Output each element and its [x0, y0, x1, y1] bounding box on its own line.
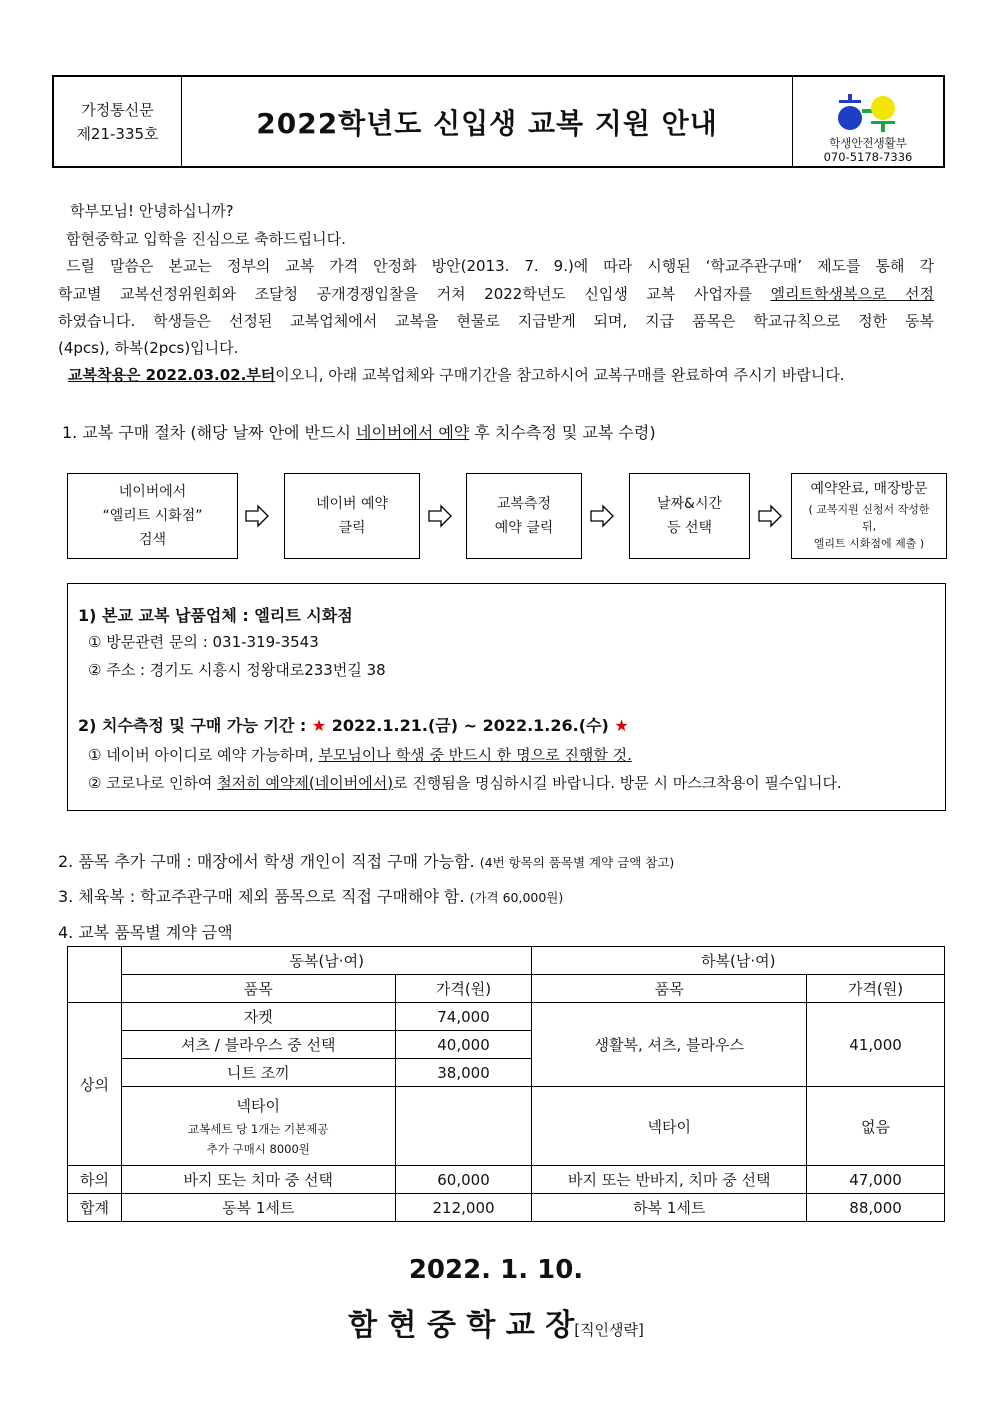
section-2-note: (4번 항목의 품목별 계약 금액 참고) — [479, 855, 675, 870]
step-measure-reserve — [466, 473, 582, 559]
principal-signature — [0, 1300, 992, 1344]
winter-tie: 넥타이 — [236, 1097, 280, 1115]
arrow-right-icon — [427, 503, 453, 529]
notice-number: 제21-335호 — [76, 124, 159, 143]
section-3 — [58, 884, 563, 907]
period-note-2-text-a: ② 코로나로 인하여 — [88, 774, 218, 792]
total-category: 합계 — [68, 1194, 122, 1222]
winter-price-header: 가격(원) — [395, 975, 532, 1003]
uniform-start-date: 교복착용은 2022.03.02.부터 — [68, 366, 276, 384]
winter-shirt: 셔츠 / 블라우스 중 선택 — [121, 1031, 395, 1059]
table-corner — [68, 947, 122, 1003]
school-logo-block — [792, 77, 943, 166]
section-1-naver-highlight: 네이버에서 예약 — [356, 423, 470, 442]
table-row — [68, 1166, 945, 1194]
intro-line-2-text: 학교별 교복선정위원회와 조달청 공개경쟁입찰을 거쳐 2022학년도 신입생 교복 사업자를 — [58, 285, 771, 303]
table-row — [68, 1087, 945, 1166]
department-phone: 070-5178-7336 — [823, 150, 913, 164]
document-header — [52, 75, 945, 168]
step-measure-reserve-l1: 교복측정 — [496, 496, 552, 512]
step-search-l3: 검색 — [138, 532, 167, 548]
step-complete-visit-l3: 뒤, — [861, 519, 877, 533]
table-row — [68, 975, 945, 1003]
department-name: 학생안전생활부 — [829, 136, 907, 150]
vendor-title: 1) 본교 교복 납품업체 : 엘리트 시화점 — [78, 606, 353, 625]
winter-header: 동복(남·여) — [121, 947, 532, 975]
purchase-period — [78, 713, 629, 736]
uniform-start-rest: 이오니, 아래 교복업체와 구매기간을 참고하시어 교복구매를 완료하여 주시기 바랍니다. — [275, 366, 845, 384]
vendor-selection-highlight: 엘리트학생복으로 선정 — [770, 285, 934, 303]
summer-total-price: 88,000 — [807, 1194, 945, 1222]
section-1-text-a: 1. 교복 구매 절차 (해당 날짜 안에 반드시 — [62, 423, 357, 442]
winter-bottom-price: 60,000 — [395, 1166, 532, 1194]
winter-knit: 니트 조끼 — [121, 1059, 395, 1087]
purchase-period-dates: 2022.1.21.(금) ~ 2022.1.26.(수) — [326, 716, 615, 735]
period-note-2 — [88, 772, 842, 793]
arrow-right-icon — [757, 503, 783, 529]
summer-item-header: 품목 — [532, 975, 807, 1003]
period-note-1 — [88, 744, 632, 765]
school-logo-icon — [836, 92, 900, 134]
intro-line-3: 하였습니다. 학생들은 선정된 교복업체에서 교복을 현물로 지급받게 되며, 지급 품목은 학교규칙으로 정한 동복 — [58, 312, 934, 330]
section-3-note: (가격 60,000원) — [469, 890, 564, 905]
winter-item-header: 품목 — [121, 975, 395, 1003]
summer-bottom-price: 47,000 — [807, 1166, 945, 1194]
winter-shirt-price: 40,000 — [395, 1031, 532, 1059]
step-search — [67, 473, 238, 559]
page-title: 2022학년도 신입생 교복 지원 안내 — [256, 106, 718, 140]
winter-knit-price: 38,000 — [395, 1059, 532, 1087]
notice-type: 가정통신문 — [81, 100, 154, 119]
winter-tie-cell — [121, 1087, 395, 1166]
vendor-address: ② 주소 : 경기도 시흥시 정왕대로233번길 38 — [88, 661, 386, 679]
period-note-1-text: ① 네이버 아이디로 예약 가능하며, — [88, 746, 319, 764]
summer-bottom: 바지 또는 반바지, 치마 중 선택 — [532, 1166, 807, 1194]
vendor-info-box — [67, 583, 946, 811]
step-complete-visit — [791, 473, 947, 559]
purchase-period-label: 2) 치수측정 및 구매 가능 기간 : — [78, 716, 312, 735]
period-note-2-emphasis: 철저히 예약제(네이버에서) — [217, 774, 394, 792]
principal-name: 함 현 중 학 교 장 — [348, 1308, 575, 1343]
period-note-2-text-b: 로 진행됨을 명심하시길 바랍니다. 방문 시 마스크착용이 필수입니다. — [393, 774, 842, 792]
winter-total-price: 212,000 — [395, 1194, 532, 1222]
winter-tie-price — [395, 1087, 532, 1166]
section-2-text: 2. 품목 추가 구매 : 매장에서 학생 개인이 직접 구매 가능함. — [58, 852, 480, 871]
step-search-l1: 네이버에서 — [118, 484, 187, 500]
section-1-text-b: 후 치수측정 및 교복 수령) — [469, 423, 656, 442]
price-table — [67, 946, 945, 1222]
issue-date: 2022. 1. 10. — [408, 1255, 584, 1285]
summer-top-price: 41,000 — [807, 1003, 945, 1087]
winter-bottom: 바지 또는 치마 중 선택 — [121, 1166, 395, 1194]
step-date-time-l2: 등 선택 — [666, 520, 713, 536]
period-note-1-emphasis: 부모님이나 학생 중 반드시 한 명으로 진행할 것. — [318, 746, 632, 764]
winter-tie-note-1: 교복세트 당 1개는 기본제공 — [188, 1122, 329, 1136]
bottom-category: 하의 — [68, 1166, 122, 1194]
table-row — [68, 947, 945, 975]
step-date-time-l1: 날짜&시간 — [656, 496, 722, 512]
uniform-start-notice — [68, 362, 845, 390]
congrats: 함현중학교 입학을 진심으로 축하드립니다. — [66, 230, 346, 248]
section-2 — [58, 849, 674, 872]
step-complete-visit-l1: 예약완료, 매장방문 — [810, 480, 928, 497]
step-search-l2: “엘리트 시화점” — [102, 508, 203, 524]
arrow-right-icon — [244, 503, 270, 529]
summer-top: 생활복, 셔츠, 블라우스 — [532, 1003, 807, 1087]
summer-header: 하복(남·여) — [532, 947, 945, 975]
intro-line-1: 드릴 말씀은 본교는 정부의 교복 가격 안정화 방안(2013. 7. 9.)에 따라 시행된 ‘학교주관구매’ 제도를 통해 각 — [66, 257, 934, 275]
intro-line-4: (4pcs), 하복(2pcs)입니다. — [58, 339, 239, 357]
summer-total: 하복 1세트 — [532, 1194, 807, 1222]
step-naver-reserve-l2: 클릭 — [338, 520, 366, 536]
summer-tie: 넥타이 — [532, 1087, 807, 1166]
greeting: 학부모님! 안녕하십니까? — [70, 202, 234, 220]
winter-jacket-price: 74,000 — [395, 1003, 532, 1031]
notice-number-block — [54, 77, 182, 166]
star-icon: ★ — [311, 716, 327, 735]
star-icon: ★ — [614, 716, 629, 735]
seal-omitted-note: [직인생략] — [574, 1321, 644, 1339]
winter-jacket: 자켓 — [121, 1003, 395, 1031]
step-measure-reserve-l2: 예약 클릭 — [494, 520, 554, 536]
arrow-right-icon — [589, 503, 615, 529]
step-complete-visit-l2: ( 교복지원 신청서 작성한 — [808, 502, 930, 516]
table-row — [68, 1003, 945, 1031]
summer-tie-price: 없음 — [807, 1087, 945, 1166]
summer-price-header: 가격(원) — [807, 975, 945, 1003]
top-category: 상의 — [68, 1003, 122, 1166]
winter-total: 동복 1세트 — [121, 1194, 395, 1222]
section-1-title — [62, 420, 656, 443]
step-naver-reserve-l1: 네이버 예약 — [315, 496, 389, 512]
winter-tie-note-2: 추가 구매시 8000원 — [206, 1142, 310, 1156]
section-4-title: 4. 교복 품목별 계약 금액 — [58, 923, 233, 942]
vendor-contact: ① 방문관련 문의 : 031-319-3543 — [88, 633, 319, 651]
table-row — [68, 1194, 945, 1222]
step-date-time — [629, 473, 750, 559]
section-3-text: 3. 체육복 : 학교주관구매 제외 품목으로 직접 구매해야 함. — [58, 887, 470, 906]
intro-line-2 — [58, 281, 934, 309]
step-naver-reserve — [284, 473, 420, 559]
step-complete-visit-l4: 엘리트 시화점에 제출 ) — [813, 536, 925, 550]
